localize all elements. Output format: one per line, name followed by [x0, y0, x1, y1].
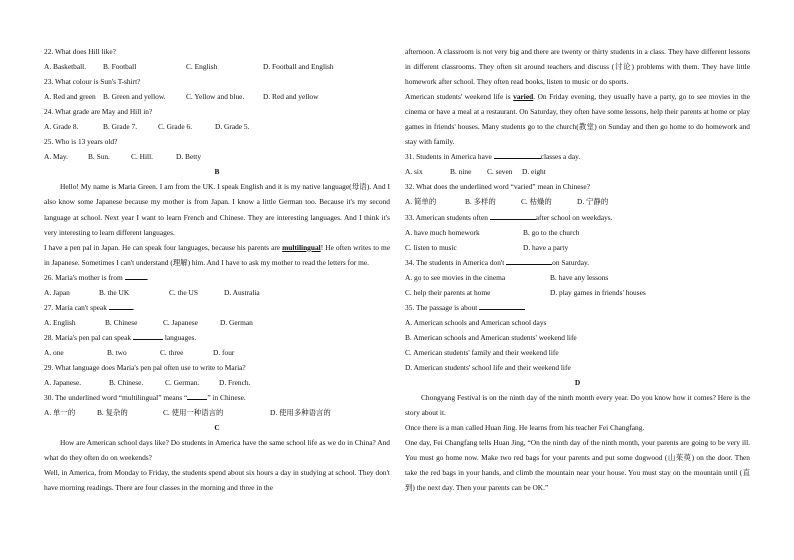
q33-option-d: D. have a party: [523, 242, 569, 252]
left-column: [44, 44, 390, 495]
q34-option-c: C. help their parents at home: [405, 287, 491, 297]
q34-options-row-1: [405, 270, 750, 285]
q30-text: 30. The underlined word “multilingual” means “: [44, 393, 188, 403]
q34-option-b: B. have any lessons: [550, 272, 609, 282]
q33-blank: [490, 211, 536, 220]
q22-option-a: A. Basketball.: [44, 62, 87, 72]
q24-option-a: A. Grade 8.: [44, 122, 79, 132]
q34-end: on Saturday.: [552, 257, 590, 267]
q26-option-b: B. the UK: [99, 287, 130, 297]
q29-option-a: A. Japanese.: [44, 378, 82, 388]
q27-options: [44, 315, 390, 330]
q30-blank: [187, 391, 207, 400]
section-c-heading: C: [214, 423, 220, 433]
passage-c-paragraph-1: How are American school days like? Do students in America have the same school life as we do in China? And what do they often do on weekends?: [44, 438, 390, 463]
q32-option-a: A. 简单的: [405, 197, 437, 207]
q34-blank: [506, 256, 552, 265]
q31-option-c: C. seven: [487, 167, 513, 177]
q28-option-d: D. four: [213, 347, 235, 357]
right-column: [405, 44, 750, 495]
q23-option-b: B. Green and yellow.: [103, 92, 166, 102]
q28-stem: [44, 330, 390, 345]
q23-option-d: D. Red and yellow: [263, 92, 319, 102]
q31-end: classes a day.: [540, 152, 581, 162]
q31-stem: [405, 149, 750, 164]
q31-text: 31. Students in America have: [405, 152, 494, 162]
underlined-word-varied: varied: [513, 92, 534, 102]
q22-option-d: D. Football and English: [263, 62, 334, 72]
q22-option-c: C. English: [186, 62, 218, 72]
q25-option-b: B. Sun.: [88, 152, 110, 162]
q31-options: [405, 164, 750, 179]
q35-option-c: C. American students' family and their weekend life: [405, 347, 559, 357]
q33-option-b: B. go to the church: [523, 227, 580, 237]
q34-option-d: D. play games in friends' houses: [550, 287, 646, 297]
q30-options: [44, 405, 390, 420]
q35-option-b: B. American schools and American students' weekend life: [405, 332, 577, 342]
q27-blank: [109, 301, 133, 310]
q29-option-d: D. French.: [219, 378, 251, 388]
q27-text: 27. Maria can't speak: [44, 302, 109, 312]
q29-stem: 29. What language does Maria's pen pal often use to write to Maria?: [44, 362, 246, 372]
q22-stem: 22. What does Hill like?: [44, 47, 116, 56]
q29-option-b: B. Chinese.: [109, 378, 144, 388]
q28-option-b: B. two: [107, 347, 127, 357]
q28-end: languages.: [162, 332, 197, 342]
passage-d-paragraph-1: Chongyang Festival is on the ninth day of the ninth month every year. Do you know how it comes? Here is the story about it.: [405, 393, 750, 418]
q26-stem: [44, 270, 390, 285]
q28-options: [44, 345, 390, 360]
q33-options-row-1: [405, 225, 750, 240]
q32-option-c: C. 枯燥的: [521, 197, 552, 207]
passage-b-text-1: I have a pen pal in Japan. He can speak four languages, because his parents are: [44, 242, 283, 252]
passage-c-paragraph-4: [405, 89, 750, 149]
q27-stem: [44, 300, 390, 315]
q33-option-c: C. listen to music: [405, 242, 457, 252]
q28-blank: [133, 331, 163, 340]
q25-option-c: C. Hill.: [131, 152, 153, 162]
q31-option-a: A. six: [405, 167, 423, 177]
q25-stem: 25. Who is 13 years old?: [44, 137, 118, 147]
section-d-heading: D: [574, 378, 581, 388]
q32-options: [405, 194, 750, 209]
q31-option-b: B. nine: [450, 167, 472, 177]
q33-text: 33. American students often: [405, 212, 490, 222]
q28-option-c: C. three: [160, 347, 184, 357]
q24-options: [44, 119, 390, 134]
q33-options-row-2: [405, 240, 750, 255]
q33-option-a: A. have much homework: [405, 227, 480, 237]
q22-options: [44, 59, 390, 74]
q23-stem: 23. What colour is Sun's T-shirt?: [44, 77, 141, 87]
q35-blank: [479, 301, 525, 310]
passage-b-text-2: ! He often writes to me in Japanese. Sometimes I can't understand (理解) him. And I have to ask my mother to read the letters for me.: [44, 242, 390, 267]
section-b-heading: B: [214, 167, 220, 177]
q24-option-c: C. Grade 6.: [158, 122, 193, 132]
q30-option-d: D. 使用多种语言的: [270, 408, 331, 418]
q25-options: [44, 149, 390, 164]
passage-b-paragraph-1: Hello! My name is Maria Green. I am from the UK. I speak English and it is my native language(母语). And I also know some Japanese because my mother is from Japan. I know a little German too. Because it's my second language at school. Next year I want to learn French and Chinese. They are interesting languages. And I think it's very interesting to learn different languages.: [44, 182, 390, 237]
q26-option-d: D. Australia: [224, 287, 260, 297]
q27-option-c: C. Japanese: [163, 317, 198, 327]
q24-stem: 24. What grade are May and Hill in?: [44, 107, 153, 117]
passage-c-text-1: American students' weekend life is: [405, 92, 514, 102]
q25-option-d: D. Betty: [176, 152, 202, 162]
q30-option-b: B. 复杂的: [97, 408, 128, 418]
passage-d-paragraph-2: Once there is a man called Huan Jing. He learns from his teacher Fei Changfang.: [405, 423, 645, 433]
q33-end: after school on weekdays.: [535, 212, 613, 222]
q27-end: .: [132, 302, 135, 312]
q32-stem: 32. What does the underlined word “varied” mean in Chinese?: [405, 182, 590, 192]
q32-option-d: D. 宁静的: [577, 197, 609, 207]
q28-text: 28. Maria's pen pal can speak: [44, 332, 133, 342]
q27-option-a: A. English: [44, 317, 76, 327]
passage-d-paragraph-3: One day, Fei Changfang tells Huan Jing, “On the ninth day of the ninth month, your parents are going to be very ill. You must go home now. Make two red bags for your parents and put some dogwood (山茱萸) on the door. Then take the red bags in your hands, and climb the mountain near your house. You must stay on the mountain until (直到) the next day. Then your parents can be OK.”: [405, 438, 750, 493]
q34-text: 34. The students in America don't: [405, 257, 507, 267]
q34-options-row-2: [405, 285, 750, 300]
q27-option-d: D. German: [220, 317, 253, 327]
q24-option-b: B. Grade 7.: [103, 122, 138, 132]
q26-option-a: A. Japan: [44, 287, 70, 297]
q27-option-b: B. Chinese: [105, 317, 138, 327]
q34-stem: [405, 255, 750, 270]
q35-option-d: D. American students' school life and their weekend life: [405, 362, 571, 372]
passage-b-paragraph-2: [44, 240, 390, 270]
q30-option-c: C. 使用一种语言的: [163, 408, 224, 418]
underlined-word-multilingual: multilingual: [282, 242, 321, 252]
q33-stem: [405, 210, 750, 225]
q31-blank: [494, 150, 541, 159]
q23-option-c: C. Yellow and blue.: [186, 92, 245, 102]
passage-c-paragraph-3: afternoon. A classroom is not very big and there are twenty or thirty students in a class. They have different lessons in different classrooms. They often sit around teachers and discuss (讨论) problems with them. They have little homework after school. They often read books, listen to music or do sports.: [405, 47, 750, 87]
q30-end: ” in Chinese.: [207, 393, 246, 403]
q34-option-a: A. go to see movies in the cinema: [405, 272, 506, 282]
q26-text: 26. Maria's mother is from: [44, 272, 125, 282]
q30-option-a: A. 单一的: [44, 408, 76, 418]
q35-text: 35. The passage is about: [405, 302, 480, 312]
q35-option-a: A. American schools and American school days: [405, 317, 547, 327]
q26-blank: [125, 271, 147, 280]
q28-option-a: A. one: [44, 347, 64, 357]
passage-c-paragraph-2: Well, in America, from Monday to Friday, the students spend about six hours a day in studying at school. They don't have morning readings. There are four classes in the morning and three in the: [44, 468, 390, 493]
q26-end: .: [146, 272, 149, 282]
q29-options: [44, 375, 390, 390]
q24-option-d: D. Grade 5.: [215, 122, 250, 132]
q23-option-a: A. Red and green: [44, 92, 96, 102]
q22-option-b: B. Football: [103, 62, 137, 72]
q26-option-c: C. the US: [169, 287, 198, 297]
q31-option-d: D. eight: [522, 167, 546, 177]
q26-options: [44, 285, 390, 300]
q29-option-c: C. German.: [165, 378, 200, 388]
q23-options: [44, 89, 390, 104]
passage-c-text-2: . On Friday evening, they usually have a party, go to see movies in the cinema or have a meal at a restaurant. On Saturday, they often have some lessons, help their parents at home or play games in friends' houses. Many students go to the church(教堂) on Sunday and then go home to do homework and stay with family.: [405, 92, 750, 147]
q32-option-b: B. 多样的: [465, 197, 496, 207]
q35-stem: [405, 300, 750, 315]
q30-stem: [44, 390, 390, 405]
q25-option-a: A. May.: [44, 152, 68, 162]
